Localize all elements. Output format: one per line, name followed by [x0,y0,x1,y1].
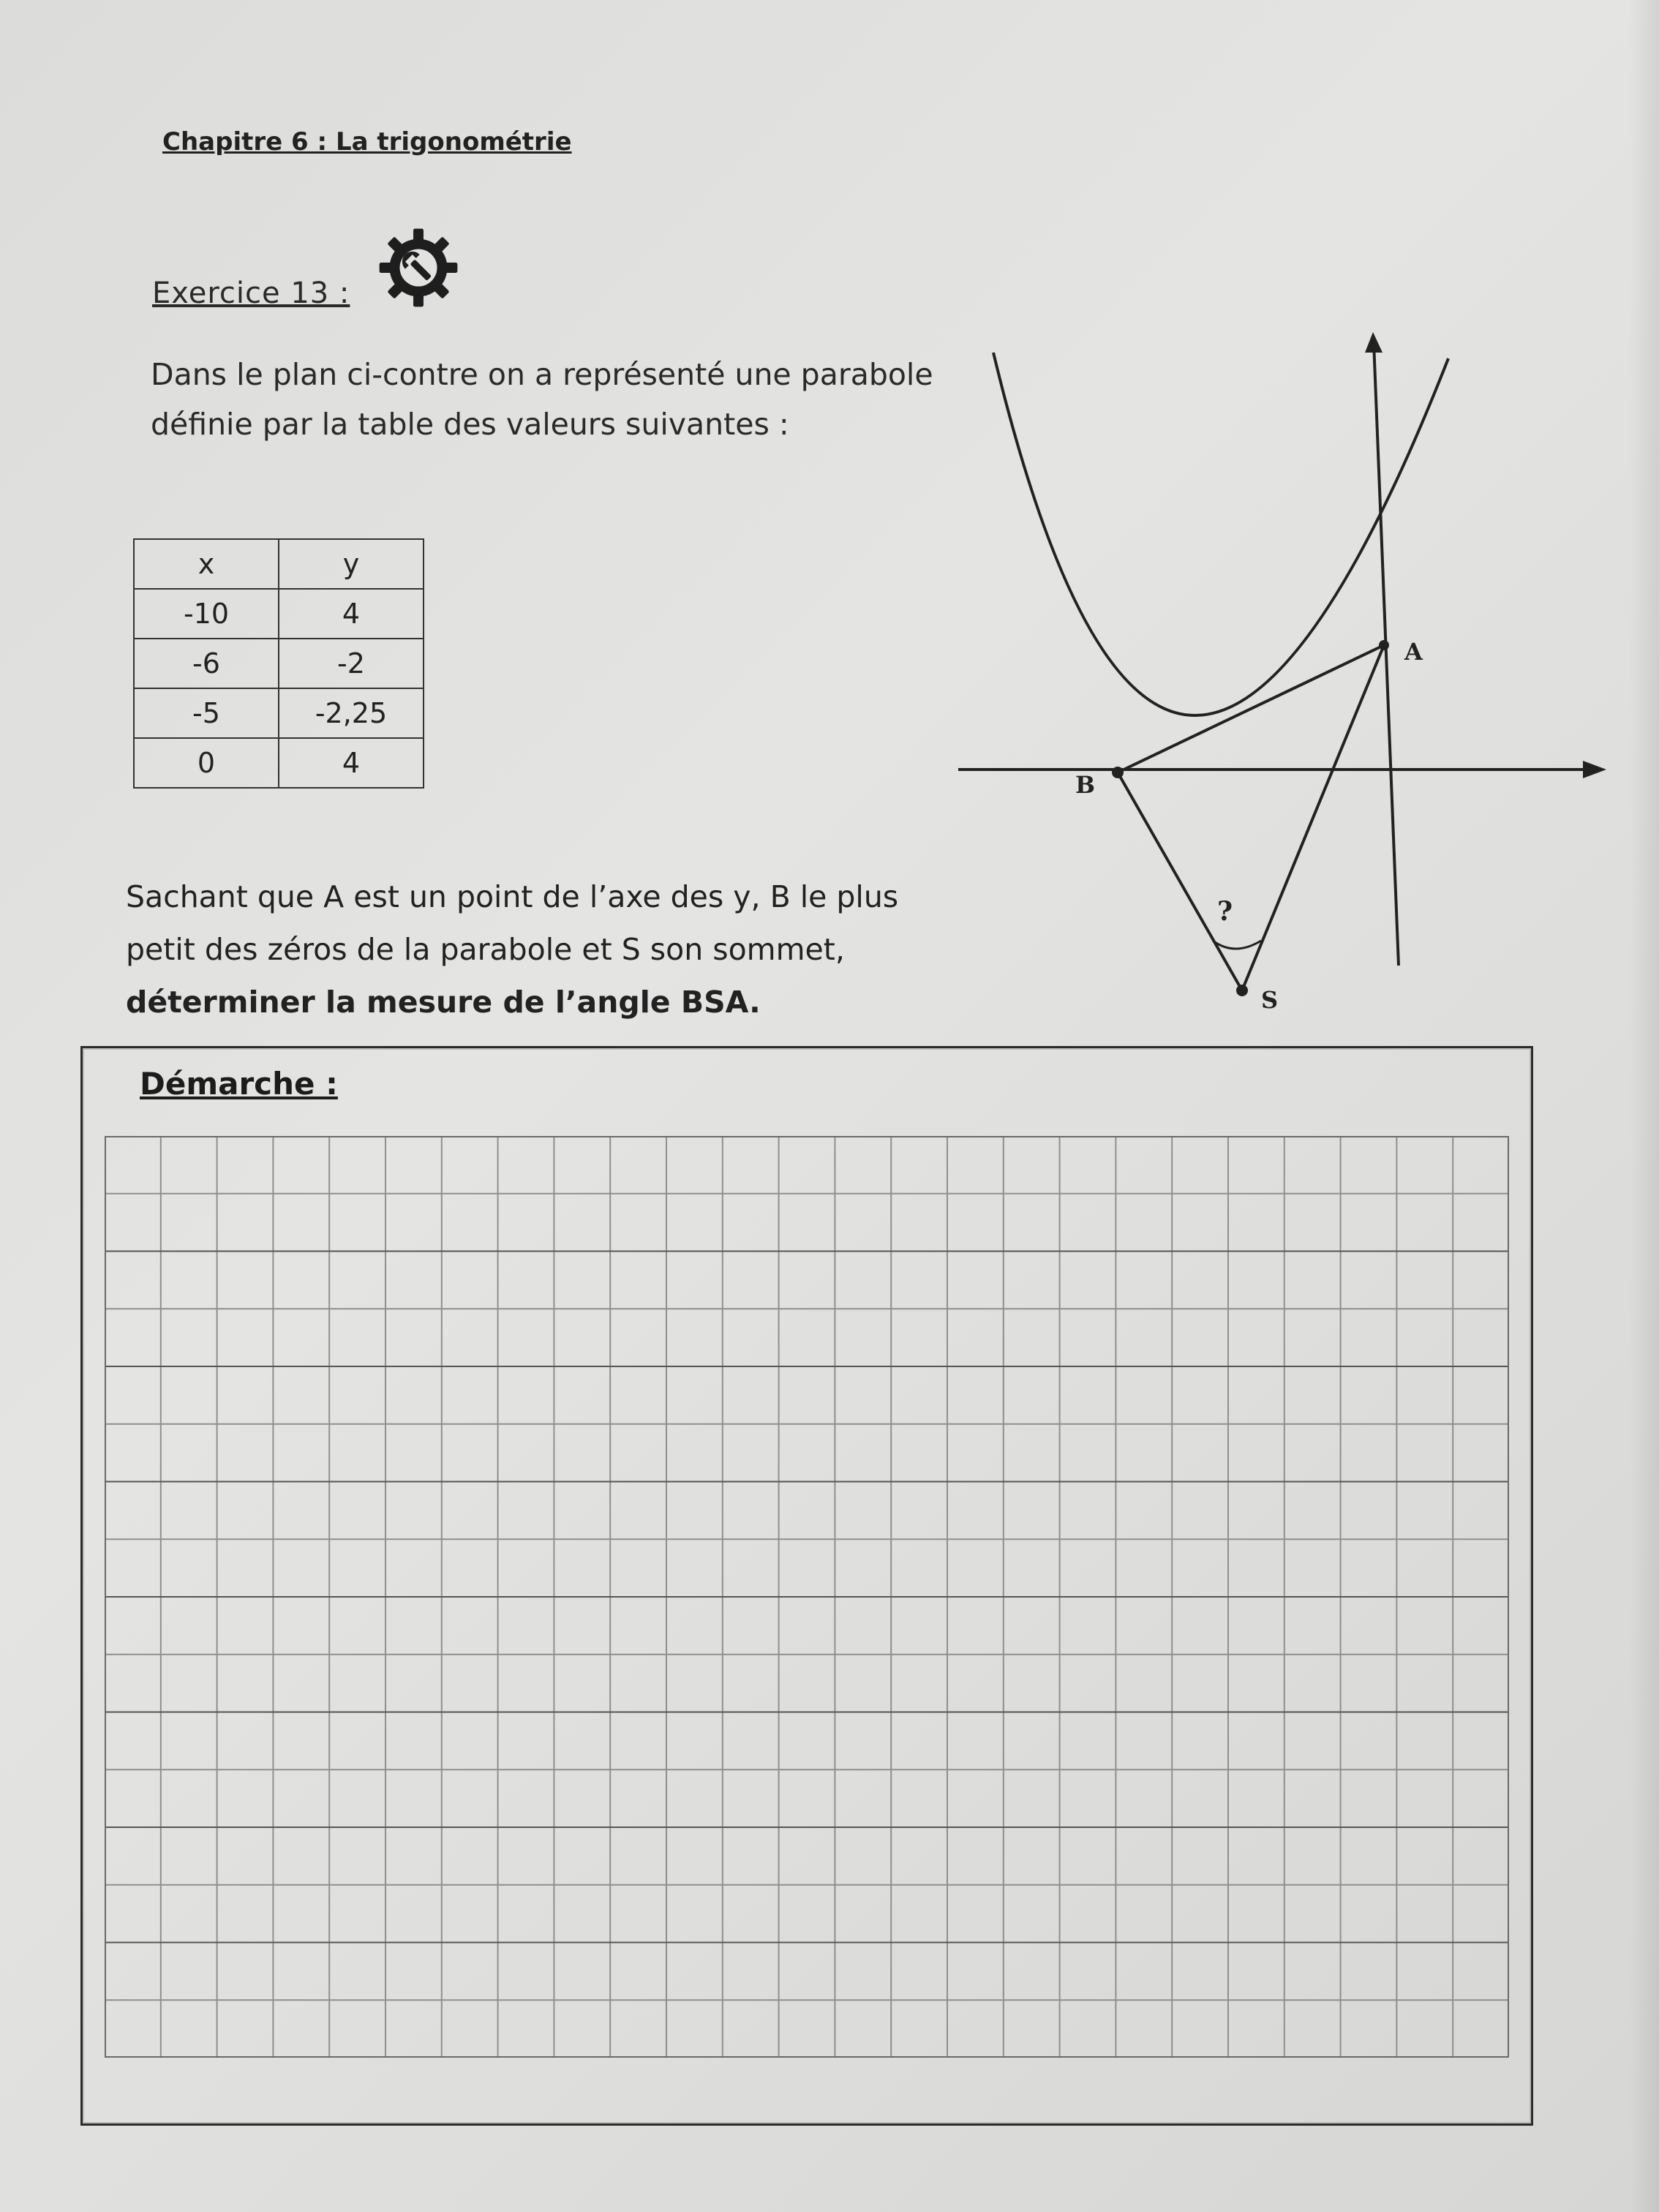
table-cell-x: -6 [134,639,279,688]
table-cell-x: -5 [134,688,279,738]
intro-text [151,350,941,449]
question-text [126,870,936,1028]
table-cell-x: -10 [134,589,279,639]
segment-SA [1242,645,1384,990]
y-axis-arrow [1365,332,1382,353]
table-cell-y: 4 [279,738,424,788]
values-table [133,538,424,789]
table-row [134,639,424,688]
angle-arc [1213,941,1261,949]
point-A [1379,640,1389,650]
question-line-3: déterminer la mesure de l’angle BSA. [126,985,761,1020]
label-S: S [1261,986,1279,1014]
gear-wrench-icon [376,225,461,310]
y-axis [1374,342,1399,966]
table-cell-y: -2,25 [279,688,424,738]
x-axis-arrow [1583,761,1606,778]
segment-BA [1118,645,1384,772]
label-angle: ? [1217,896,1233,927]
label-B: B [1075,771,1096,799]
intro-line-2: définie par la table des valeurs suivantes : [151,407,789,442]
table-cell-y: 4 [279,589,424,639]
chapter-title: Chapitre 6 : La trigonométrie [162,127,572,157]
parabola-figure [951,322,1624,1024]
point-S [1236,985,1248,996]
page-edge-shadow [1630,0,1659,2212]
exercise-title: Exercice 13 : [152,276,350,310]
table-row [134,688,424,738]
segment-BS [1118,772,1242,990]
answer-label: Démarche : [140,1066,338,1102]
table-header-y: y [279,539,424,589]
table-header-row [134,539,424,589]
answer-grid[interactable] [105,1136,1509,2058]
question-line-2: petit des zéros de la parabole et S son sommet, [126,932,845,967]
table-row [134,589,424,639]
point-B [1112,767,1124,778]
answer-box [80,1046,1533,2126]
table-cell-x: 0 [134,738,279,788]
label-A: A [1404,638,1423,666]
question-line-1: Sachant que A est un point de l’axe des y, B le plus [126,879,899,914]
intro-line-1: Dans le plan ci-contre on a représenté une parabole [151,357,933,392]
table-cell-y: -2 [279,639,424,688]
table-row [134,738,424,788]
table-header-x: x [134,539,279,589]
